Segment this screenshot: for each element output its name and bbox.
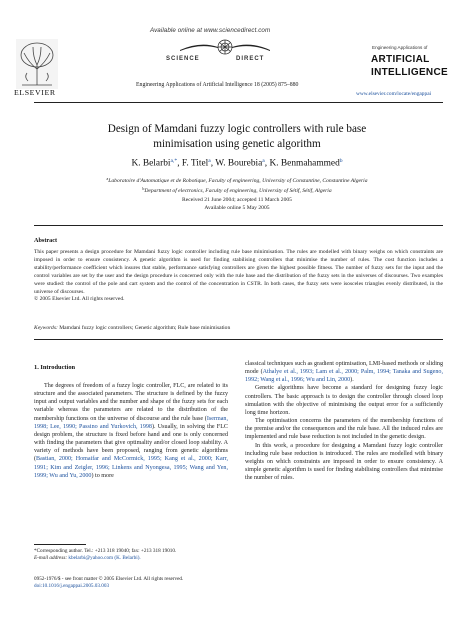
- author-name: W. Bourebia: [215, 158, 263, 169]
- received-date: Received 21 June 2004; accepted 11 March 2005: [182, 197, 292, 203]
- article-dates: [0, 196, 474, 212]
- journal-citation: Engineering Applications of Artificial Intelligence 18 (2005) 875–880: [136, 82, 299, 88]
- affiliations: [0, 175, 474, 195]
- elsevier-tree-logo: [16, 39, 58, 89]
- author-affiliation-mark[interactable]: a,*: [170, 158, 178, 164]
- author-name: K. Benmahammed: [269, 158, 340, 169]
- header-rule: [34, 102, 443, 103]
- citation-link[interactable]: Athalye et al., 1993; Lam et al., 2000; Palm, 1994; Tanaka and Sugeno, 1992; Wang et al., 1996; Wu and Lin, 2000: [245, 369, 443, 384]
- section-heading-introduction: 1. Introduction: [34, 364, 76, 371]
- affiliation-text: Department of electronics, Faculty of engineering, University of Sétif, Sétif, Algeria: [144, 188, 332, 195]
- journal-title-line-1: ARTIFICIAL: [371, 54, 430, 65]
- journal-title-line-2: INTELLIGENCE: [371, 67, 448, 78]
- science-direct-word-left: SCIENCE: [166, 56, 200, 62]
- intro-paragraph-3: The optimisation concerns the parameters of the membership functions of the premise and/or the consequences and the rule base. All the induced rules are implemented and rule base reduction is not included in the genetic design.: [245, 418, 443, 441]
- journal-kicker: Engineering Applications of: [372, 45, 428, 50]
- available-online-text: Available online at www.sciencedirect.com: [150, 27, 271, 34]
- author-name: F. Titel: [181, 158, 209, 169]
- affiliation-mark: b: [142, 186, 145, 192]
- page-footer: [34, 576, 274, 590]
- abstract-text: This paper presents a design procedure for Mamdani fuzzy logic controller including rule base minimisation. The rules are modelled with binary weighs on which constraints are imposed in order to ensure consistency. A genetic algorithm is used for finding stabilising controllers that minimise the number of rules. The cost function includes a stability/performance coefficient which insures that stable, performance satisfying controllers are given the highest possible fitness. The number of fuzzy sets for the input and the control variables are set by the user and the design procedure is concerned only with the rule base and the distribution of the fuzzy sets in the universes of discourses. Two examples were studied: the control of the pole and cart system and the control of the concentration in CSTR. In both cases, the fuzzy sets were isosceles triangles evenly distributed, in the universe of discourses.: [34, 249, 443, 295]
- paragraph-text: classical techniques such as gradient optimisation, LMI-based methods or sliding mode (: [245, 361, 444, 376]
- citation-link[interactable]: Bastian, 2000; Homaifar and McCormick, 1995; Kang et al., 2000; Karr, 1991; Kim and Zeigler, 1996; Linkens and Nyongesa, 1995; Wang and Yen, 1999; Wu and Yu, 2000: [34, 456, 228, 479]
- author-affiliation-mark[interactable]: b: [339, 158, 343, 164]
- email-label: E-mail address:: [34, 555, 68, 562]
- affiliation-line: [0, 185, 474, 195]
- citation-link[interactable]: Iserman, 1998; Lee, 1990; Passino and Yurkovich, 1998: [34, 415, 228, 430]
- science-direct-word-right: DIRECT: [236, 56, 265, 62]
- author-affiliation-mark[interactable]: a: [262, 158, 265, 164]
- author-separator: ,: [210, 158, 216, 169]
- email-note: [34, 555, 234, 562]
- front-matter-note: 0952-1976/$ - see front matter © 2005 Elsevier Ltd. All rights reserved.: [34, 576, 184, 582]
- footnote-rule: [34, 544, 86, 545]
- paragraph-text: ). Usually, in solving the FLC design problem, the structure is fixed before hand and one is only concerned with finding the parameters that give optimality and/or closed loop stability. A variety of methods have been proposed, ranging from genetic algorithms (: [34, 423, 228, 463]
- affiliation-line: [0, 175, 474, 185]
- abstract-heading: Abstract: [34, 237, 58, 244]
- paragraph-text: ) to more: [91, 472, 114, 479]
- author-affiliation-mark[interactable]: a: [208, 158, 211, 164]
- paragraph-text: The degrees of freedom of a fuzzy logic controller, FLC, are related to its structure and the associated parameters. The structure is defined by the fuzzy input and output variables and the number and shape of the fuzzy sets for each variable whereas the parameters are related to the distribution of the membership functions on the universe of discourse and the rule base (: [34, 383, 228, 422]
- article-title-line-1: Design of Mamdani fuzzy logic controllers with rule base: [107, 123, 367, 135]
- abstract-top-rule: [34, 225, 443, 226]
- author-separator: ,: [264, 158, 270, 169]
- affiliation-mark: a: [106, 176, 109, 181]
- keywords-line: [34, 325, 443, 331]
- intro-paragraph-1: [34, 382, 228, 480]
- affiliation-text: Laboratoire d'Automatique et de Robotique, Faculty of engineering, University of Constantine, Constantine Algeria: [108, 178, 368, 184]
- doi-link[interactable]: doi:10.1016/j.engappai.2005.03.003: [34, 583, 110, 590]
- abstract-body: [34, 249, 443, 304]
- footnote: [34, 548, 234, 562]
- right-column: [245, 360, 443, 482]
- corresponding-author-note: *Corresponding author. Tel.: +213 318 19040; fax: +213 318 19010.: [34, 548, 177, 554]
- intro-paragraph-continued: [245, 360, 443, 384]
- paragraph-text: ).: [350, 377, 354, 384]
- article-title-line-2: minimisation using genetic algorithm: [153, 137, 321, 150]
- available-date: Available online 5 May 2005: [204, 205, 270, 212]
- article-title: [0, 122, 474, 151]
- publisher-name: ELSEVIER: [14, 88, 56, 97]
- keywords-label: Keywords:: [34, 325, 58, 331]
- author-name: K. Belarbi: [131, 158, 171, 169]
- author-list: [0, 158, 474, 169]
- intro-paragraph-2: Genetic algorithms have become a standard for designing fuzzy logic controllers. The basic approach is to design the controller through closed loop simulation with the objective of minimising the output error for a sufficiently long time horizon.: [245, 385, 443, 416]
- email-link[interactable]: kbelarbi@yahoo.com (K. Belarbi).: [68, 555, 141, 562]
- author-separator: ,: [177, 158, 182, 169]
- journal-url-link[interactable]: www.elsevier.com/locate/engappai: [356, 91, 432, 97]
- abstract-bottom-rule: [34, 339, 443, 340]
- intro-paragraph-4: In this work, a procedure for designing a Mamdani fuzzy logic controller including rule base reduction is introduced. The rules are modelled with binary weights on which constraints are imposed in order to ensure consistency. A simple genetic algorithm is used for finding stabilising controllers that minimise the number of rules.: [245, 442, 443, 482]
- abstract-copyright: © 2005 Elsevier Ltd. All rights reserved.: [34, 296, 125, 303]
- left-column: [34, 382, 228, 480]
- keywords-text: Mamdani fuzzy logic controllers; Genetic algorithm; Rule base minimisation: [59, 325, 231, 331]
